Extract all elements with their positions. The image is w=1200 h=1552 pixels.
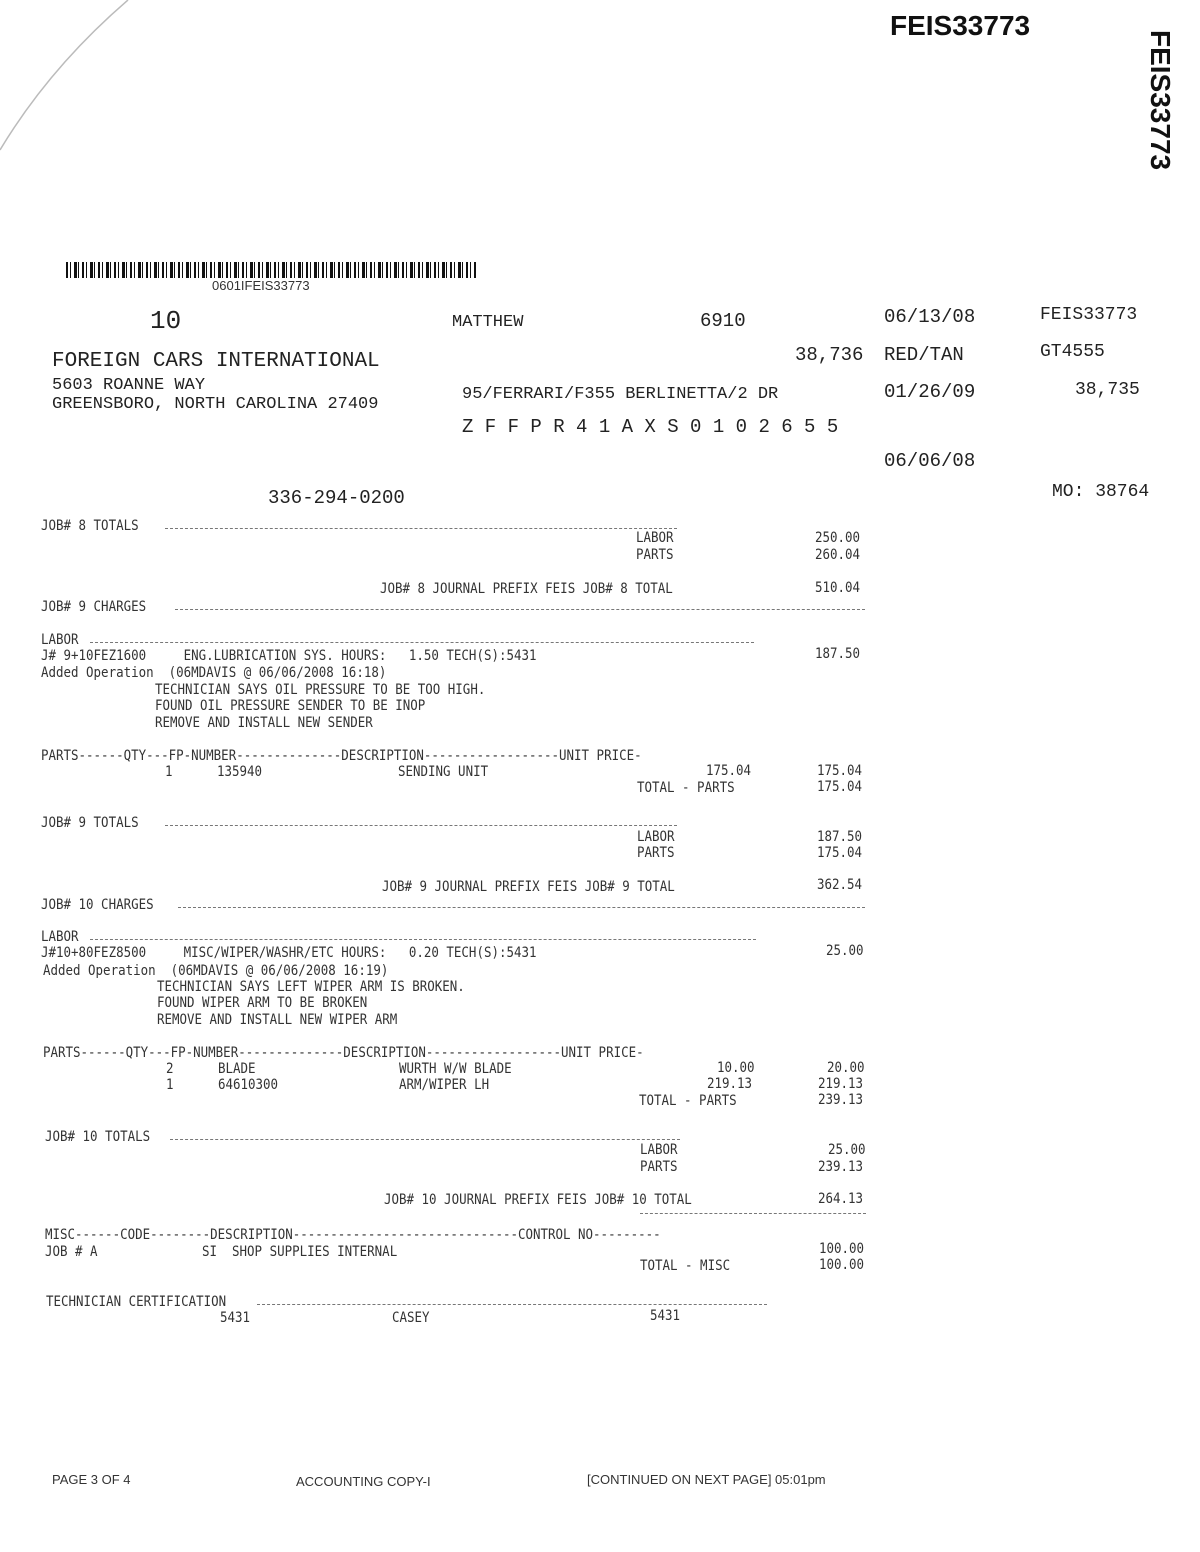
- misc-job: JOB # A: [45, 1244, 98, 1260]
- company-name: FOREIGN CARS INTERNATIONAL: [52, 350, 380, 373]
- job10-part2-number: 64610300: [218, 1077, 279, 1093]
- job10-part1-extended: 20.00: [827, 1060, 865, 1076]
- technician-id: 5431: [220, 1310, 251, 1326]
- job10-part1-description: WURTH W/W BLADE: [399, 1061, 512, 1077]
- divider: [90, 939, 756, 940]
- divider: [165, 825, 677, 826]
- job9-note-1: TECHNICIAN SAYS OIL PRESSURE TO BE TOO HIGH.: [155, 682, 486, 698]
- header-number: 10: [150, 306, 182, 336]
- job10-total-parts-label: TOTAL - PARTS: [639, 1093, 737, 1109]
- mo-number: MO: 38764: [1052, 482, 1150, 502]
- job10-part1-number: BLADE: [218, 1061, 256, 1077]
- divider: [90, 642, 754, 643]
- job8-labor-value: 250.00: [815, 530, 861, 546]
- job10-total: 264.13: [818, 1191, 864, 1207]
- copy-type: ACCOUNTING COPY-I: [296, 1474, 431, 1489]
- job8-journal: JOB# 8 JOURNAL PREFIX FEIS JOB# 8 TOTAL: [380, 581, 673, 597]
- job8-total: 510.04: [815, 580, 861, 596]
- job9-part1-description: SENDING UNIT: [398, 764, 489, 780]
- job10-labor-value: 25.00: [828, 1142, 866, 1158]
- job10-parts-header: PARTS------QTY---FP-NUMBER--------------DESCRIPTION------------------UNIT PRICE-: [43, 1045, 644, 1061]
- job10-note-2: FOUND WIPER ARM TO BE BROKEN: [157, 995, 368, 1011]
- vehicle-color: RED/TAN: [884, 344, 964, 366]
- job9-parts-value: 175.04: [817, 845, 863, 861]
- job10-operation-amount: 25.00: [826, 943, 864, 959]
- job9-note-3: REMOVE AND INSTALL NEW SENDER: [155, 715, 373, 731]
- technician-name: CASEY: [392, 1310, 430, 1326]
- labor-header: LABOR: [41, 929, 79, 945]
- job9-added-operation: Added Operation (06MDAVIS @ 06/06/2008 16:18): [41, 665, 387, 681]
- continued-notice: [CONTINUED ON NEXT PAGE] 05:01pm: [587, 1472, 826, 1487]
- job10-journal: JOB# 10 JOURNAL PREFIX FEIS JOB# 10 TOTAL: [384, 1192, 692, 1208]
- job10-total-parts: 239.13: [818, 1092, 864, 1108]
- stock-number: GT4555: [1040, 342, 1105, 362]
- address-line-2: GREENSBORO, NORTH CAROLINA 27409: [52, 395, 379, 414]
- divider: [178, 907, 865, 908]
- job9-parts-label: PARTS: [637, 845, 675, 861]
- technician-id-2: 5431: [650, 1308, 681, 1324]
- job9-note-2: FOUND OIL PRESSURE SENDER TO BE INOP: [155, 698, 426, 714]
- job10-part1-unit-price: 10.00: [717, 1060, 755, 1076]
- job10-part1-qty: 2: [166, 1061, 174, 1077]
- page-indicator: PAGE 3 OF 4: [52, 1472, 131, 1487]
- job10-part2-qty: 1: [166, 1077, 174, 1093]
- service-advisor: MATTHEW: [452, 313, 524, 332]
- job8-parts-label: PARTS: [636, 547, 674, 563]
- job10-charges-label: JOB# 10 CHARGES: [41, 897, 154, 913]
- divider: [170, 1139, 680, 1140]
- job9-part1-number: 135940: [217, 764, 263, 780]
- vehicle-description: 95/FERRARI/F355 BERLINETTA/2 DR: [462, 385, 779, 404]
- total-misc-label: TOTAL - MISC: [640, 1258, 731, 1274]
- job9-part1-qty: 1: [165, 764, 173, 780]
- job9-part1-extended: 175.04: [817, 763, 863, 779]
- job9-labor-value: 187.50: [817, 829, 863, 845]
- total-misc: 100.00: [819, 1257, 865, 1273]
- misc-amount: 100.00: [819, 1241, 865, 1257]
- tag-number: 6910: [700, 310, 746, 332]
- address-line-1: 5603 ROANNE WAY: [52, 376, 206, 395]
- misc-header: MISC------CODE--------DESCRIPTION------------------------------CONTROL NO---------: [45, 1227, 661, 1243]
- misc-code-description: SI SHOP SUPPLIES INTERNAL: [202, 1244, 398, 1260]
- repair-order-number: FEIS33773: [1040, 305, 1138, 325]
- barcode-text: 0601IFEIS33773: [212, 278, 310, 293]
- job8-totals-label: JOB# 8 TOTALS: [41, 518, 139, 534]
- page-fold-mark: [0, 0, 130, 160]
- job9-labor-label: LABOR: [637, 829, 675, 845]
- divider: [257, 1304, 767, 1305]
- promised-date: 06/06/08: [884, 450, 976, 472]
- job8-labor-label: LABOR: [636, 530, 674, 546]
- close-date: 01/26/09: [884, 381, 976, 403]
- labor-header: LABOR: [41, 632, 79, 648]
- barcode: [66, 262, 476, 278]
- job10-part2-unit-price: 219.13: [707, 1076, 753, 1092]
- job10-part2-description: ARM/WIPER LH: [399, 1077, 490, 1093]
- job9-journal: JOB# 9 JOURNAL PREFIX FEIS JOB# 9 TOTAL: [382, 879, 675, 895]
- open-date: 06/13/08: [884, 306, 976, 328]
- job10-note-3: REMOVE AND INSTALL NEW WIPER ARM: [157, 1012, 398, 1028]
- divider: [640, 1213, 866, 1214]
- job9-totals-label: JOB# 9 TOTALS: [41, 815, 139, 831]
- job10-part2-extended: 219.13: [818, 1076, 864, 1092]
- job10-totals-label: JOB# 10 TOTALS: [45, 1129, 151, 1145]
- job10-operation: J#10+80FEZ8500 MISC/WIPER/WASHR/ETC HOURS: 0.20 TECH(S):5431: [41, 945, 537, 961]
- job10-parts-value: 239.13: [818, 1159, 864, 1175]
- job9-parts-header: PARTS------QTY---FP-NUMBER--------------DESCRIPTION------------------UNIT PRICE-: [41, 748, 642, 764]
- job9-charges-label: JOB# 9 CHARGES: [41, 599, 147, 615]
- job10-added-operation: Added Operation (06MDAVIS @ 06/06/2008 16:19): [43, 963, 389, 979]
- job9-operation-amount: 187.50: [815, 646, 861, 662]
- divider: [165, 528, 677, 529]
- job9-total-parts-label: TOTAL - PARTS: [637, 780, 735, 796]
- vin: Z F F P R 4 1 A X S 0 1 0 2 6 5 5: [462, 416, 839, 438]
- bates-stamp-top: FEIS33773: [890, 10, 1031, 41]
- mileage-out: 38,735: [1075, 380, 1140, 400]
- job9-part1-unit-price: 175.04: [706, 763, 752, 779]
- job9-total-parts: 175.04: [817, 779, 863, 795]
- job9-operation: J# 9+10FEZ1600 ENG.LUBRICATION SYS. HOURS: 1.50 TECH(S):5431: [41, 648, 537, 664]
- job9-total: 362.54: [817, 877, 863, 893]
- mileage-in: 38,736: [795, 344, 864, 366]
- phone-number: 336-294-0200: [268, 487, 405, 509]
- job10-note-1: TECHNICIAN SAYS LEFT WIPER ARM IS BROKEN.: [157, 979, 465, 995]
- divider: [175, 609, 865, 610]
- job10-parts-label: PARTS: [640, 1159, 678, 1175]
- technician-certification-label: TECHNICIAN CERTIFICATION: [46, 1294, 227, 1310]
- bates-stamp-side: FEIS33773: [1145, 30, 1176, 171]
- job10-labor-label: LABOR: [640, 1142, 678, 1158]
- job8-parts-value: 260.04: [815, 547, 861, 563]
